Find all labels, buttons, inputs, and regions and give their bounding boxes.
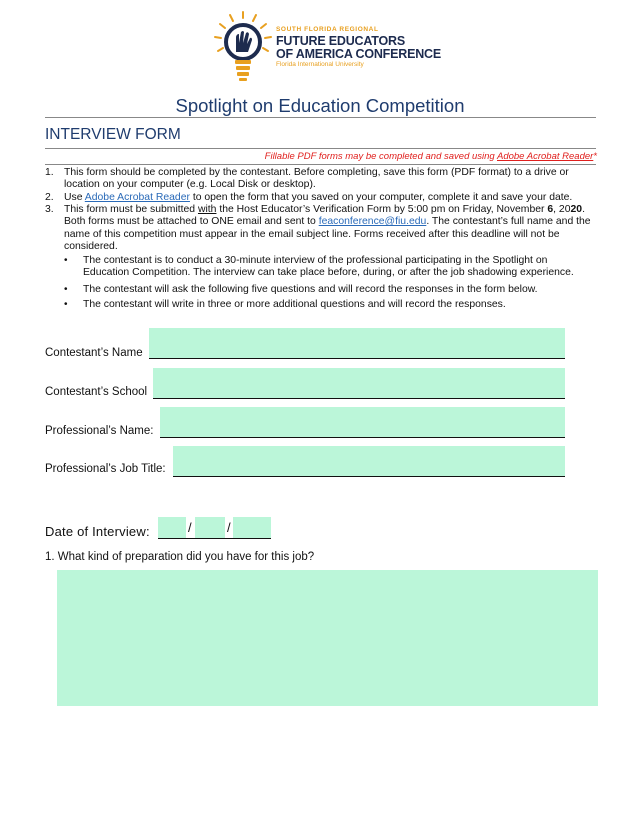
acrobat-reader-link-2[interactable]: Adobe Acrobat Reader — [84, 192, 190, 203]
date-separator: / — [227, 520, 231, 535]
instruction-3 — [64, 204, 594, 253]
instruction-number: 2. — [45, 192, 54, 203]
professional-job-title-label: Professional’s Job Title: — [45, 463, 166, 475]
instruction-3-t1: This form must be submitted — [64, 204, 198, 215]
instruction-2 — [64, 192, 594, 204]
instruction-number: 1. — [45, 167, 54, 178]
page-title: Spotlight on Education Competition — [175, 95, 465, 116]
professional-name-field[interactable] — [160, 407, 565, 437]
date-year-field[interactable] — [233, 517, 271, 538]
date-separator: / — [188, 520, 192, 535]
contestant-name-field[interactable] — [149, 328, 565, 358]
conference-logo — [212, 10, 442, 82]
contestant-school-label: Contestant’s School — [45, 386, 148, 398]
title-divider — [45, 117, 596, 118]
date-of-interview-label: Date of Interview: — [45, 524, 150, 539]
date-day-field[interactable] — [195, 517, 225, 538]
instruction-3-with: with — [197, 204, 217, 215]
logo-university: Florida International University — [276, 61, 364, 68]
logo-subtitle: SOUTH FLORIDA REGIONAL — [276, 26, 379, 33]
instruction-3-t5: . The contestant’s full name and the name of this competition must appear in the email subject line. Forms received after this deadline will not be considered. — [64, 216, 591, 252]
date-month-field[interactable] — [158, 517, 186, 538]
instruction-2-pre: Use — [64, 192, 85, 203]
instruction-number: 3. — [45, 204, 54, 215]
note-divider — [45, 164, 596, 165]
instruction-3-t4: . Both forms must be attached to ONE email and sent to — [64, 204, 585, 228]
form-heading: INTERVIEW FORM — [45, 126, 181, 143]
acrobat-reader-link[interactable]: Adobe Acrobat Reader — [497, 151, 594, 162]
instruction-3-t2: the Host Educator’s Verification Form by 5:00 pm on Friday, November — [216, 204, 548, 215]
professional-name-underline — [160, 437, 565, 438]
instruction-3-t3: , 20 — [553, 204, 571, 215]
bullet-item: The contestant will ask the following five questions and will record the responses in the form below. — [83, 284, 538, 295]
deadline-year: 20 — [570, 204, 583, 215]
bullet: • — [64, 284, 68, 295]
contestant-name-label: Contestant’s Name — [45, 347, 143, 359]
bullet-item: The contestant is to conduct a 30-minute interview of the professional participating in the Spotlight on Education Competition. The interview can take place before, during, or after the job shadowing experience. — [83, 255, 574, 279]
question-1: 1. What kind of preparation did you have for this job? — [45, 551, 315, 563]
email-link[interactable]: feaconference@fiu.edu — [318, 216, 427, 228]
professional-name-label: Professional’s Name: — [45, 425, 154, 437]
fillable-note — [265, 151, 597, 162]
fillable-note-text: Fillable PDF forms may be completed and saved using — [264, 151, 497, 162]
bullet: • — [64, 255, 68, 266]
professional-job-title-field[interactable] — [173, 446, 565, 476]
bullet: • — [64, 299, 68, 310]
bullet-item: The contestant will write in three or more additional questions and will record the responses. — [83, 299, 506, 310]
contestant-school-field[interactable] — [153, 368, 565, 398]
lightbulb-hand-icon — [212, 10, 274, 82]
logo-title-line2: OF AMERICA CONFERENCE — [276, 47, 442, 61]
logo-title-line1: FUTURE EDUCATORS — [276, 34, 405, 48]
heading-divider — [45, 148, 596, 149]
instruction-1: This form should be completed by the contestant. Before completing, save this form (PDF format) to a drive or location on your computer (e.g. Local Disk or desktop). — [64, 167, 569, 191]
question-1-answer-field[interactable] — [57, 570, 598, 706]
deadline-day: 6 — [547, 204, 554, 215]
date-underline — [158, 538, 271, 539]
contestant-name-underline — [149, 358, 565, 359]
professional-job-title-underline — [173, 476, 565, 477]
fillable-note-asterisk: * — [593, 151, 597, 162]
contestant-school-underline — [153, 398, 565, 399]
instruction-2-post: to open the form that you saved on your computer, complete it and save your date. — [189, 192, 573, 203]
